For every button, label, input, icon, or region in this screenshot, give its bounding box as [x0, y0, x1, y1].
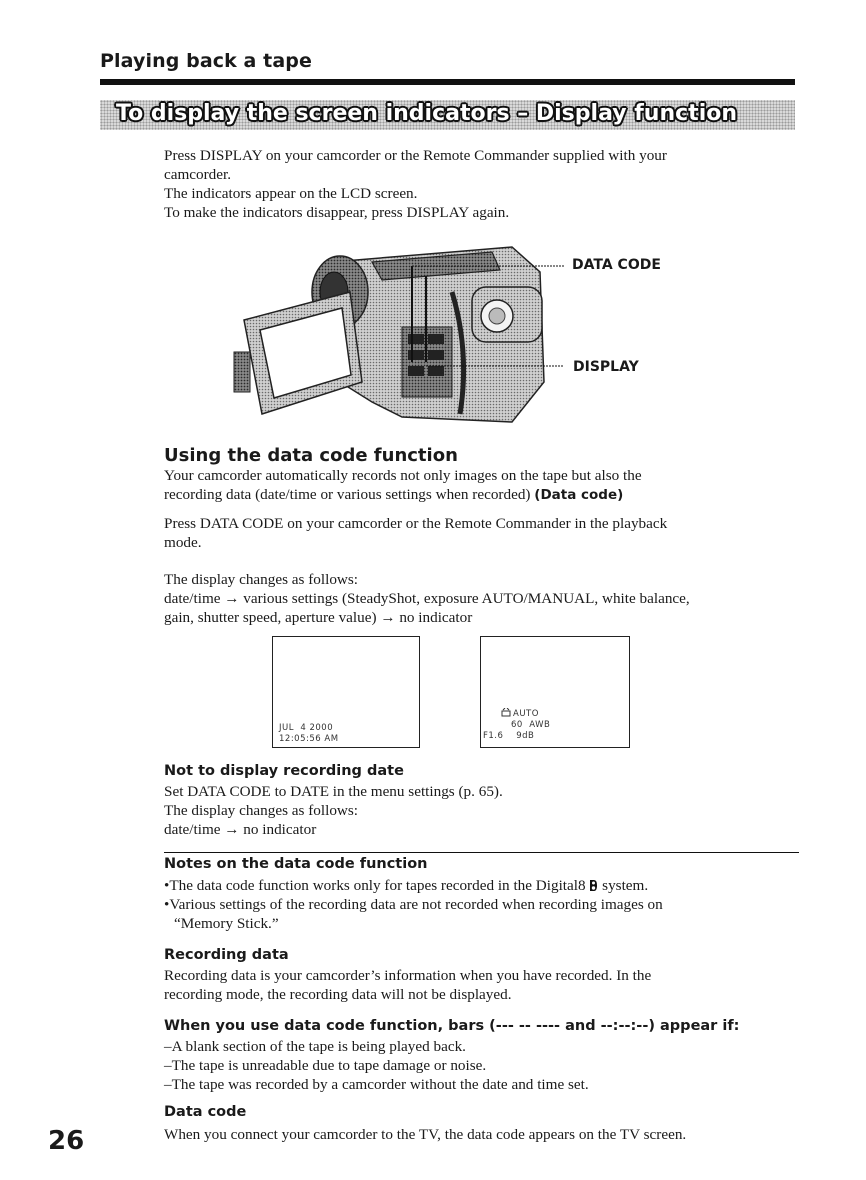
- paragraph-line: [164, 485, 804, 505]
- section-title: To display the screen indicators – Display function: [116, 101, 738, 126]
- paragraph-line: mode.: [164, 534, 202, 551]
- data-code-paragraph-1: [164, 466, 804, 505]
- paragraph-line: The display changes as follows:: [164, 802, 359, 819]
- note-item: •Various settings of the recording data are not recorded when recording images on: [164, 896, 663, 913]
- bars-item: –The tape is unreadable due to tape damage or noise.: [164, 1057, 487, 1074]
- paragraph-line: The display changes as follows:: [164, 571, 359, 588]
- not-display-paragraph: [164, 782, 804, 839]
- screen-exposure: AUTO: [513, 709, 539, 719]
- data-code-callout: DATA CODE: [572, 257, 661, 273]
- data-code-paragraph-2: [164, 514, 804, 552]
- paragraph-line: gain, shutter speed, aperture value) → no indicator: [164, 609, 473, 626]
- data-code-note-heading: Data code: [164, 1104, 247, 1120]
- chapter-divider: [100, 79, 795, 85]
- note-item-continued: “Memory Stick.”: [174, 915, 279, 932]
- bars-list: [164, 1037, 804, 1094]
- bars-item: –A blank section of the tape is being played back.: [164, 1038, 466, 1055]
- intro-line: The indicators appear on the LCD screen.: [164, 185, 418, 202]
- not-display-heading: Not to display recording date: [164, 763, 404, 779]
- paragraph-text: recording data (date/time or various settings when recorded): [164, 486, 535, 503]
- notes-heading: Notes on the data code function: [164, 856, 428, 872]
- paragraph-line: Your camcorder automatically records not only images on the tape but also the: [164, 467, 642, 484]
- paragraph-line: date/time → various settings (SteadyShot, exposure AUTO/MANUAL, white balance,: [164, 590, 690, 607]
- chapter-title: Playing back a tape: [100, 50, 312, 72]
- data-code-paragraph-3: [164, 570, 804, 627]
- screen-time: 12:05:56 AM: [279, 734, 339, 744]
- recording-data-heading: Recording data: [164, 947, 289, 963]
- screen-settings: [480, 636, 630, 748]
- notes-list: [164, 876, 804, 933]
- note-item: [164, 876, 804, 895]
- camcorder-illustration: [222, 232, 822, 432]
- bars-heading: When you use data code function, bars (--- -- ---- and --:--:--) appear if:: [164, 1018, 740, 1034]
- steadyshot-icon: [501, 708, 511, 718]
- page-number: 26: [48, 1126, 85, 1156]
- intro-line: camcorder.: [164, 166, 232, 183]
- paragraph-line: date/time → no indicator: [164, 821, 317, 838]
- recording-data-paragraph: [164, 966, 804, 1004]
- screen-aperture-gain: F1.6 9dB: [483, 731, 535, 741]
- intro-line: Press DISPLAY on your camcorder or the Remote Commander supplied with your: [164, 147, 667, 164]
- paragraph-line: recording mode, the recording data will not be displayed.: [164, 986, 512, 1003]
- data-code-heading: Using the data code function: [164, 445, 458, 466]
- paragraph-line: When you connect your camcorder to the TV, the data code appears on the TV screen.: [164, 1126, 687, 1143]
- section-banner: [100, 100, 795, 130]
- paragraph-line: Press DATA CODE on your camcorder or the Remote Commander in the playback: [164, 515, 668, 532]
- intro-paragraph: [164, 146, 804, 222]
- display-callout: DISPLAY: [573, 359, 639, 375]
- notes-divider: [164, 852, 799, 853]
- screen-date: JUL 4 2000: [279, 723, 334, 733]
- bars-item: –The tape was recorded by a camcorder without the date and time set.: [164, 1076, 589, 1093]
- note-text: •The data code function works only for tapes recorded in the Digital8: [164, 877, 590, 894]
- data-code-note-paragraph: [164, 1125, 804, 1144]
- data-code-term: (Data code): [534, 487, 624, 503]
- intro-line: To make the indicators disappear, press DISPLAY again.: [164, 204, 510, 221]
- paragraph-line: Set DATA CODE to DATE in the menu settings (p. 65).: [164, 783, 503, 800]
- paragraph-line: Recording data is your camcorder’s information when you have recorded. In the: [164, 967, 652, 984]
- camcorder-drawing: [222, 232, 822, 432]
- screen-shutter-wb: 60 AWB: [511, 720, 551, 730]
- note-text: system.: [598, 877, 649, 894]
- screen-date-time: [272, 636, 420, 748]
